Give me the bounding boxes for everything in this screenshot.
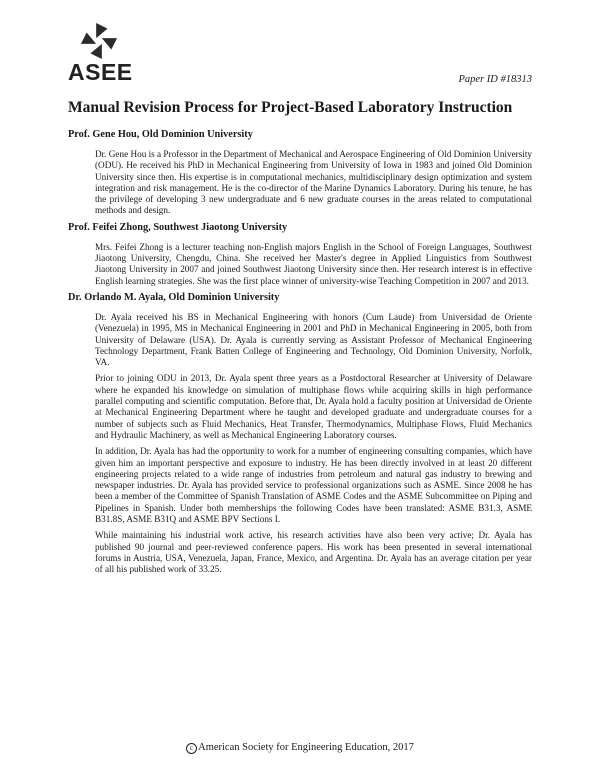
- bio-paragraph: Mrs. Feifei Zhong is a lecturer teaching non-English majors English in the School of Foreign Languages, Southwest Jiaotong University, Chengdu, China. She received her Master's degree in Applied Linguistics from Southwest Jiaotong University in 2007 and joined Southwest Jiaotong University since then. Her research interest is in effective English learning strategies. She was the first place winner of university-wise Teaching Competition in 2007 and 2013.: [95, 241, 532, 286]
- author-heading: Prof. Gene Hou, Old Dominion University: [68, 129, 253, 140]
- author-bio: [95, 312, 532, 576]
- copyright-icon: c: [186, 743, 197, 754]
- copyright-footer: [0, 742, 600, 754]
- footer-text: American Society for Engineering Education, 2017: [198, 742, 414, 753]
- paper-title: Manual Revision Process for Project-Based Laboratory Instruction: [68, 99, 513, 116]
- author-bios: [68, 129, 532, 581]
- author-section: [68, 129, 532, 217]
- asee-logo-text: ASEE: [68, 59, 133, 85]
- bio-paragraph: Prior to joining ODU in 2013, Dr. Ayala spent three years as a Postdoctoral Researcher at University of Delaware where he expanded his knowledge on simulation of multiphase flows while acquiring skills in high performance parallel computing and scientific computation. Before that, Dr. Ayala hold a faculty position at Universidad de Oriente at Mechanical Engineering Department where he taught and developed graduate and undergraduate courses for a number of subjects such as Fluid Mechanics, Heat Transfer, Thermodynamics, Multiphase Flows, Fluid Mechanics and Hydraulic Machinery, as well as Mechanical Engineering Laboratory courses.: [95, 373, 532, 440]
- author-heading: Prof. Feifei Zhong, Southwest Jiaotong University: [68, 221, 288, 233]
- bio-paragraph: Dr. Ayala received his BS in Mechanical Engineering with honors (Cum Laude) from Universidad de Oriente (Venezuela) in 1995, MS in Mechanical Engineering in 2001 and PhD in Mechanical Engineering in 2005, both from University of Delaware (USA). Dr. Ayala is currently serving as Assistant Professor of Mechanical Engineering Technology Department, Frank Batten College of Engineering and Technology, Old Dominion University, Norfolk, VA.: [95, 311, 532, 368]
- paper-id: Paper ID #18313: [458, 74, 532, 85]
- bio-paragraph: Dr. Gene Hou is a Professor in the Department of Mechanical and Aerospace Engineering of Old Dominion University (ODU). He received his PhD in Mechanical Engineering from University of Iowa in 1983 and joined Old Dominion University since then. His expertise is in computational mechanics, multidisciplinary design optimization and system integration and risk management. He is the co-director of the Marine Dynamics Laboratory. During his tenure, he has the privilege of developing 3 new undergraduate and 6 new graduate courses in the areas related to computational methods and design.: [95, 149, 532, 216]
- bio-paragraph: While maintaining his industrial work active, his research activities have also been very active; Dr. Ayala has published 90 journal and peer-reviewed conference papers. His work has been presented in several international forums in Austria, USA, Venezuela, Japan, France, Mexico, and Argentina. Dr. Ayala has an average citation per year of all his published work of 33.25.: [95, 530, 532, 575]
- asee-logo: [68, 22, 133, 85]
- asee-pinwheel-icon: [80, 22, 118, 60]
- author-heading: Dr. Orlando M. Ayala, Old Dominion University: [68, 291, 280, 303]
- author-section: [68, 292, 532, 576]
- bio-paragraph: In addition, Dr. Ayala has had the opportunity to work for a number of engineering consulting companies, which have given him an important perspective and exposure to industry. He has been directly involved in at least 20 different engineering projects related to a wide range of industries from petroleum and natural gas industry to brewing and newspaper industries. Dr. Ayala has provided service to professional organizations such as ASME. Since 2008 he has been a member of the Committee of Spanish Translation of ASME Codes and the ASME Subcommittee on Piping and Pipelines in Spanish. Under both memberships the following Codes have been translated: ASME B31.3, ASME B31.8S, ASME B31Q and ASME BPV Sections I.: [95, 446, 532, 525]
- author-bio: [95, 242, 532, 287]
- author-bio: [95, 149, 532, 217]
- author-section: [68, 222, 532, 287]
